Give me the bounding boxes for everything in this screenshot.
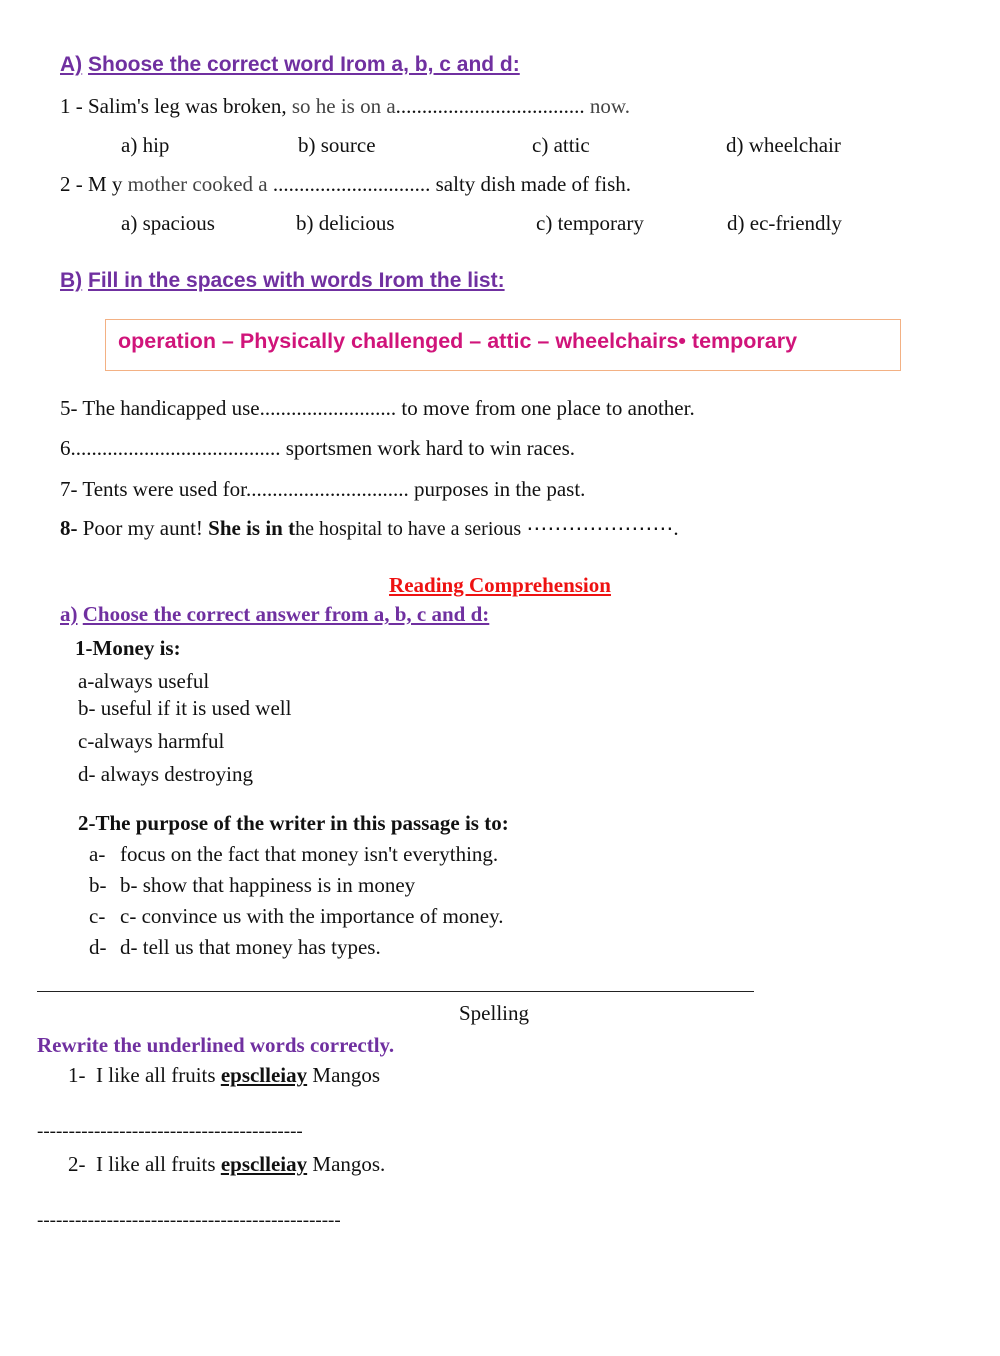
- question-1-stem-start: 1 - Salim's leg was broken,: [60, 94, 287, 118]
- word-list: operation – Physically challenged – attic – wheelchairs• temporary: [118, 329, 798, 353]
- question-6: [60, 436, 575, 461]
- reading-label: a): [60, 602, 78, 626]
- question-1-option-a[interactable]: a) hip: [121, 133, 170, 157]
- spelling-instruction: Rewrite the underlined words correctly.: [37, 1033, 395, 1057]
- question-2: [60, 172, 631, 197]
- spelling-title: Spelling: [459, 1001, 530, 1025]
- question-8-blank[interactable]: ⋯⋯⋯⋯⋯⋯⋯.: [526, 516, 679, 540]
- question-7-end: purposes in the past.: [413, 477, 586, 501]
- section-b-heading: [60, 269, 505, 293]
- reading-question-2-marker-c: c-: [89, 904, 106, 928]
- spelling-item-2-word: epsclleiay: [220, 1152, 308, 1176]
- spelling-item-2: [68, 1152, 385, 1177]
- question-8-bold-mid: She is in t: [208, 516, 296, 540]
- spelling-item-1-start: I like all fruits: [96, 1063, 216, 1087]
- reading-question-1-option-a[interactable]: a-always useful: [78, 669, 210, 693]
- reading-question-2-marker-a: a-: [89, 842, 106, 866]
- spelling-item-1-number: 1-: [68, 1063, 86, 1087]
- reading-question-1-option-b[interactable]: b- useful if it is used well: [78, 696, 292, 720]
- question-1-option-c[interactable]: c) attic: [532, 133, 590, 157]
- spelling-item-2-number: 2-: [68, 1152, 86, 1176]
- spelling-item-2-start: I like all fruits: [96, 1152, 216, 1176]
- spelling-item-1: [68, 1063, 380, 1088]
- spelling-item-2-end: Mangos.: [312, 1152, 386, 1176]
- question-5-end: to move from one place to another.: [401, 396, 695, 420]
- question-1-blank[interactable]: ....................................: [395, 94, 585, 118]
- question-6-blank[interactable]: ........................................: [70, 436, 281, 460]
- reading-question-2-marker-b: b-: [89, 873, 107, 897]
- reading-question-1: 1-Money is:: [75, 636, 181, 660]
- question-8: [60, 516, 679, 541]
- question-2-option-a[interactable]: a) spacious: [121, 211, 215, 235]
- question-2-option-c[interactable]: c) temporary: [536, 211, 644, 235]
- question-5-blank[interactable]: ..........................: [259, 396, 397, 420]
- reading-question-2-marker-d: d-: [89, 935, 107, 959]
- question-1-stem-mid: so he is on a: [291, 94, 396, 118]
- question-8-cont: he hospital to have a serious: [295, 518, 522, 540]
- question-2-blank[interactable]: ..............................: [272, 172, 431, 196]
- question-5: [60, 396, 695, 421]
- question-1: [60, 94, 630, 119]
- section-a-title: Shoose the correct word Irom a, b, c and d:: [88, 53, 520, 76]
- reading-question-2: 2-The purpose of the writer in this passage is to:: [78, 811, 509, 835]
- question-7: [60, 477, 585, 502]
- reading-question-2-option-b[interactable]: b- show that happiness is in money: [120, 873, 416, 897]
- reading-question-2-option-d[interactable]: d- tell us that money has types.: [120, 935, 381, 959]
- question-1-stem-end: now.: [589, 94, 630, 118]
- reading-instruction: Choose the correct answer from a, b, c and d:: [82, 602, 490, 626]
- question-8-number: 8-: [60, 516, 78, 540]
- reading-question-1-option-c[interactable]: c-always harmful: [78, 729, 225, 753]
- reading-instruction-row: [60, 602, 489, 627]
- reading-question-1-option-d[interactable]: d- always destroying: [78, 762, 253, 786]
- question-2-stem-start: 2 - M y: [60, 172, 123, 196]
- spelling-item-1-word: epsclleiay: [220, 1063, 308, 1087]
- reading-question-2-option-a[interactable]: focus on the fact that money isn't everything.: [120, 842, 499, 866]
- reading-question-2-option-c[interactable]: c- convince us with the importance of money.: [120, 904, 504, 928]
- question-2-stem-mid: mother cooked a: [127, 172, 268, 196]
- question-5-start: 5- The handicapped use: [60, 396, 260, 420]
- question-6-start: 6: [60, 436, 71, 460]
- question-7-blank[interactable]: ...............................: [245, 477, 409, 501]
- spelling-item-1-end: Mangos: [312, 1063, 381, 1087]
- section-b-title: Fill in the spaces with words Irom the list:: [88, 269, 505, 292]
- question-2-option-d[interactable]: d) ec-friendly: [727, 211, 842, 235]
- question-2-option-b[interactable]: b) delicious: [296, 211, 395, 235]
- answer-line-2[interactable]: ------------------------------------------------: [37, 1210, 341, 1231]
- question-2-stem-end: salty dish made of fish.: [435, 172, 632, 196]
- question-1-option-d[interactable]: d) wheelchair: [726, 133, 841, 157]
- section-b-label: B): [60, 269, 83, 292]
- section-a-heading: [60, 53, 520, 77]
- section-a-label: A): [60, 53, 83, 76]
- reading-title: Reading Comprehension: [389, 573, 611, 597]
- section-divider: [37, 991, 754, 992]
- question-8-start: Poor my aunt!: [82, 516, 203, 540]
- answer-line-1[interactable]: ------------------------------------------: [37, 1121, 303, 1142]
- question-1-option-b[interactable]: b) source: [298, 133, 376, 157]
- question-7-start: 7- Tents were used for: [60, 477, 246, 501]
- word-list-box: [105, 319, 901, 371]
- question-6-end: sportsmen work hard to win races.: [285, 436, 576, 460]
